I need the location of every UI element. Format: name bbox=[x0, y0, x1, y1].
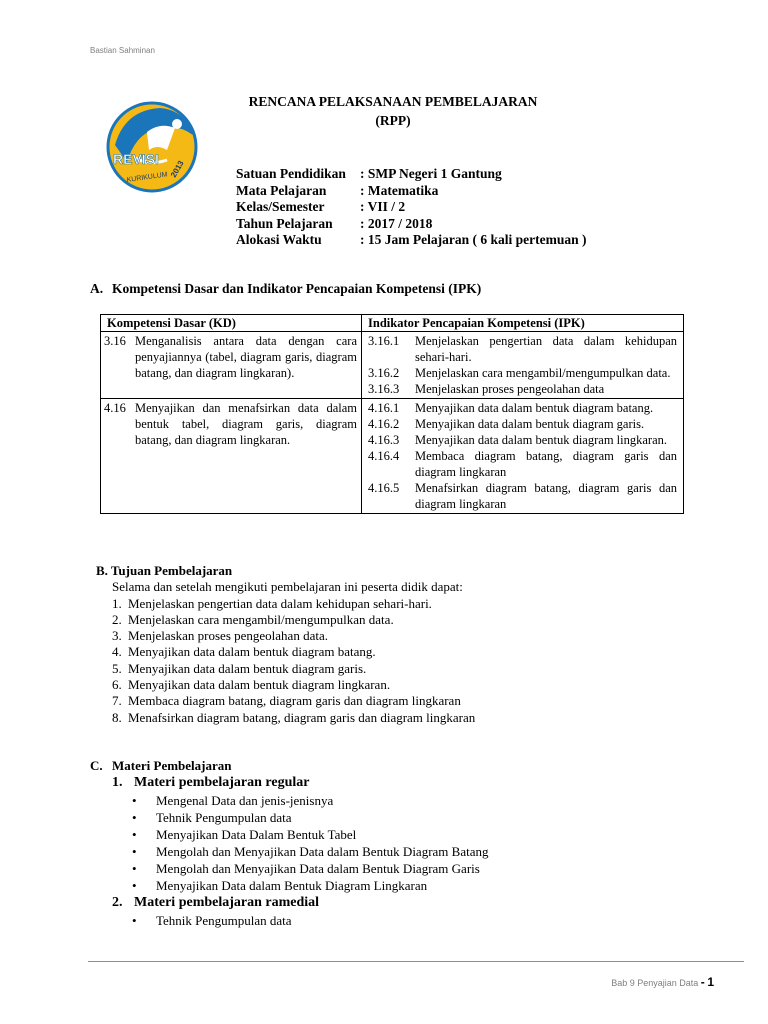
list-text: Tehnik Pengumpulan data bbox=[156, 810, 292, 825]
identity-value: : VII / 2 bbox=[360, 199, 406, 214]
identity-label: Kelas/Semester bbox=[236, 199, 325, 214]
list-text: Menyajikan Data dalam Bentuk Diagram Lingkaran bbox=[156, 878, 428, 893]
identity-row bbox=[236, 166, 586, 183]
list-number: 4. bbox=[112, 644, 122, 660]
list-number: 5. bbox=[112, 660, 122, 676]
bullet-icon: • bbox=[132, 810, 137, 825]
identity-block bbox=[236, 166, 586, 249]
subsection-number: 1. bbox=[112, 775, 123, 790]
ipk-text: Menjelaskan proses pengeolahan data bbox=[415, 382, 605, 396]
logo-text-revisi: REVISI bbox=[113, 151, 159, 167]
bullet-icon: • bbox=[132, 793, 137, 808]
ipk-cell bbox=[362, 399, 684, 514]
bullet-icon: • bbox=[132, 913, 137, 928]
list-number: 8. bbox=[112, 709, 122, 725]
ipk-number: 3.16.2 bbox=[368, 366, 400, 380]
list-number: 6. bbox=[112, 677, 122, 693]
identity-label: Alokasi Waktu bbox=[236, 232, 322, 247]
list-text: Menyajikan data dalam bentuk diagram batang. bbox=[128, 644, 376, 660]
kd-ipk-table bbox=[100, 314, 684, 514]
ipk-number: 4.16.1 bbox=[368, 401, 400, 415]
section-a-heading bbox=[90, 281, 481, 297]
list-item bbox=[96, 710, 475, 726]
page-footer bbox=[611, 975, 714, 989]
identity-row bbox=[236, 183, 586, 200]
kd-number: 3.16 bbox=[104, 334, 126, 348]
identity-value: : 15 Jam Pelajaran ( 6 kali pertemuan ) bbox=[360, 232, 587, 247]
subsection-title: Materi pembelajaran ramedial bbox=[134, 895, 320, 910]
list-text: Mengolah dan Menyajikan Data dalam Bentuk Diagram Garis bbox=[156, 861, 480, 876]
identity-row bbox=[236, 232, 586, 249]
subsection-remedial bbox=[90, 894, 488, 912]
section-a-letter: A. bbox=[90, 281, 104, 296]
identity-value: : Matematika bbox=[360, 182, 439, 198]
document-title bbox=[243, 92, 543, 130]
list-number: 2. bbox=[112, 611, 122, 627]
identity-label: Mata Pelajaran bbox=[236, 182, 327, 198]
identity-value: : SMP Negeri 1 Gantung bbox=[360, 166, 502, 181]
subsection-title: Materi pembelajaran regular bbox=[134, 775, 310, 790]
list-number: 3. bbox=[112, 628, 122, 644]
list-text: Menjelaskan proses pengeolahan data. bbox=[128, 628, 328, 644]
logo-text-year: 2013 bbox=[168, 159, 186, 179]
list-text: Menyajikan data dalam bentuk diagram lingkaran. bbox=[128, 677, 391, 693]
kurikulum-2013-logo bbox=[105, 100, 200, 195]
list-text: Tehnik Pengumpulan data bbox=[156, 913, 292, 928]
list-item bbox=[96, 612, 475, 628]
kd-number: 4.16 bbox=[104, 401, 126, 415]
bullet-icon: • bbox=[132, 861, 137, 876]
ipk-number: 4.16.5 bbox=[368, 481, 400, 495]
section-c-title: Materi Pembelajaran bbox=[112, 758, 232, 773]
list-number: 1. bbox=[112, 595, 122, 611]
page-number: 1 bbox=[707, 975, 714, 989]
bullet-icon: • bbox=[132, 844, 137, 859]
kd-cell bbox=[101, 399, 362, 514]
identity-row bbox=[236, 216, 586, 233]
list-item bbox=[90, 877, 488, 894]
logo-text-kurikulum: KURIKULUM bbox=[126, 171, 169, 184]
ipk-text: Menyajikan data dalam bentuk diagram lingkaran. bbox=[415, 433, 667, 447]
table-header-row bbox=[101, 315, 684, 332]
ipk-number: 3.16.3 bbox=[368, 382, 400, 396]
list-text: Mengenal Data dan jenis-jenisnya bbox=[156, 793, 334, 808]
list-item bbox=[90, 809, 488, 826]
section-c-heading bbox=[90, 757, 488, 774]
list-text: Menafsirkan diagram batang, diagram garis dan diagram lingkaran bbox=[128, 709, 476, 725]
kd-cell bbox=[101, 332, 362, 399]
ipk-text: Menjelaskan pengertian data dalam kehidupan sehari-hari. bbox=[415, 334, 677, 364]
section-c-letter: C. bbox=[90, 758, 103, 773]
section-a-title: Kompetensi Dasar dan Indikator Pencapaian Kompetensi (IPK) bbox=[112, 281, 482, 296]
list-text: Mengolah dan Menyajikan Data dalam Bentuk Diagram Batang bbox=[156, 844, 489, 859]
ipk-text: Menyajikan data dalam bentuk diagram batang. bbox=[415, 401, 654, 415]
header-author: Bastian Sahminan bbox=[90, 46, 155, 55]
footer-divider bbox=[88, 961, 744, 962]
bullet-icon: • bbox=[132, 827, 137, 842]
list-item bbox=[96, 628, 475, 644]
list-item bbox=[90, 912, 488, 929]
footer-chapter-label: Bab 9 Penyajian Data bbox=[611, 978, 699, 988]
footer-separator: - bbox=[700, 975, 705, 989]
list-text: Menjelaskan pengertian data dalam kehidupan sehari-hari. bbox=[128, 595, 432, 611]
ipk-cell bbox=[362, 332, 684, 399]
identity-label: Satuan Pendidikan bbox=[236, 166, 346, 181]
identity-label: Tahun Pelajaran bbox=[236, 215, 333, 231]
list-text: Menjelaskan cara mengambil/mengumpulkan data. bbox=[128, 611, 394, 627]
bullet-icon: • bbox=[132, 878, 137, 893]
ipk-text: Menyajikan data dalam bentuk diagram garis. bbox=[415, 417, 645, 431]
table-header-ipk: Indikator Pencapaian Kompetensi (IPK) bbox=[362, 315, 684, 332]
table-header-kd: Kompetensi Dasar (KD) bbox=[101, 315, 362, 332]
list-text: Membaca diagram batang, diagram garis dan diagram lingkaran bbox=[128, 693, 461, 709]
list-item bbox=[90, 860, 488, 877]
subsection-number: 2. bbox=[112, 895, 123, 910]
subsection-regular bbox=[90, 774, 488, 792]
list-text: Menyajikan data dalam bentuk diagram garis. bbox=[128, 660, 367, 676]
list-item bbox=[96, 644, 475, 660]
section-b-intro: Selama dan setelah mengikuti pembelajaran ini peserta didik dapat: bbox=[112, 579, 463, 595]
ipk-number: 3.16.1 bbox=[368, 334, 400, 348]
list-item bbox=[90, 826, 488, 843]
title-line-2: (RPP) bbox=[375, 113, 411, 128]
title-line-1: RENCANA PELAKSANAAN PEMBELAJARAN bbox=[248, 94, 538, 109]
list-number: 7. bbox=[112, 693, 122, 709]
list-item bbox=[90, 843, 488, 860]
kd-text: Menyajikan dan menafsirkan data dalam bentuk tabel, diagram garis, diagram batang, dan diagram lingkaran. bbox=[135, 401, 357, 447]
section-c bbox=[90, 757, 488, 929]
ipk-text: Menafsirkan diagram batang, diagram garis dan diagram lingkaran bbox=[415, 481, 677, 511]
section-b bbox=[96, 563, 475, 726]
kd-text: Menganalisis antara data dengan cara penyajiannya (tabel, diagram garis, diagram batang, dan diagram lingkaran). bbox=[135, 334, 357, 380]
section-b-title: B. Tujuan Pembelajaran bbox=[96, 563, 233, 578]
ipk-number: 4.16.4 bbox=[368, 449, 400, 463]
ipk-text: Menjelaskan cara mengambil/mengumpulkan data. bbox=[415, 366, 671, 380]
list-item bbox=[90, 792, 488, 809]
ipk-number: 4.16.3 bbox=[368, 433, 400, 447]
table-row bbox=[101, 399, 684, 514]
logo-graphic bbox=[105, 100, 200, 195]
identity-row bbox=[236, 199, 586, 216]
list-item bbox=[96, 677, 475, 693]
list-item bbox=[96, 596, 475, 612]
identity-value: : 2017 / 2018 bbox=[360, 215, 433, 231]
list-item bbox=[96, 693, 475, 709]
table-row bbox=[101, 332, 684, 399]
list-item bbox=[96, 661, 475, 677]
ipk-text: Membaca diagram batang, diagram garis dan diagram lingkaran bbox=[415, 449, 677, 479]
ipk-number: 4.16.2 bbox=[368, 417, 400, 431]
list-text: Menyajikan Data Dalam Bentuk Tabel bbox=[156, 827, 357, 842]
